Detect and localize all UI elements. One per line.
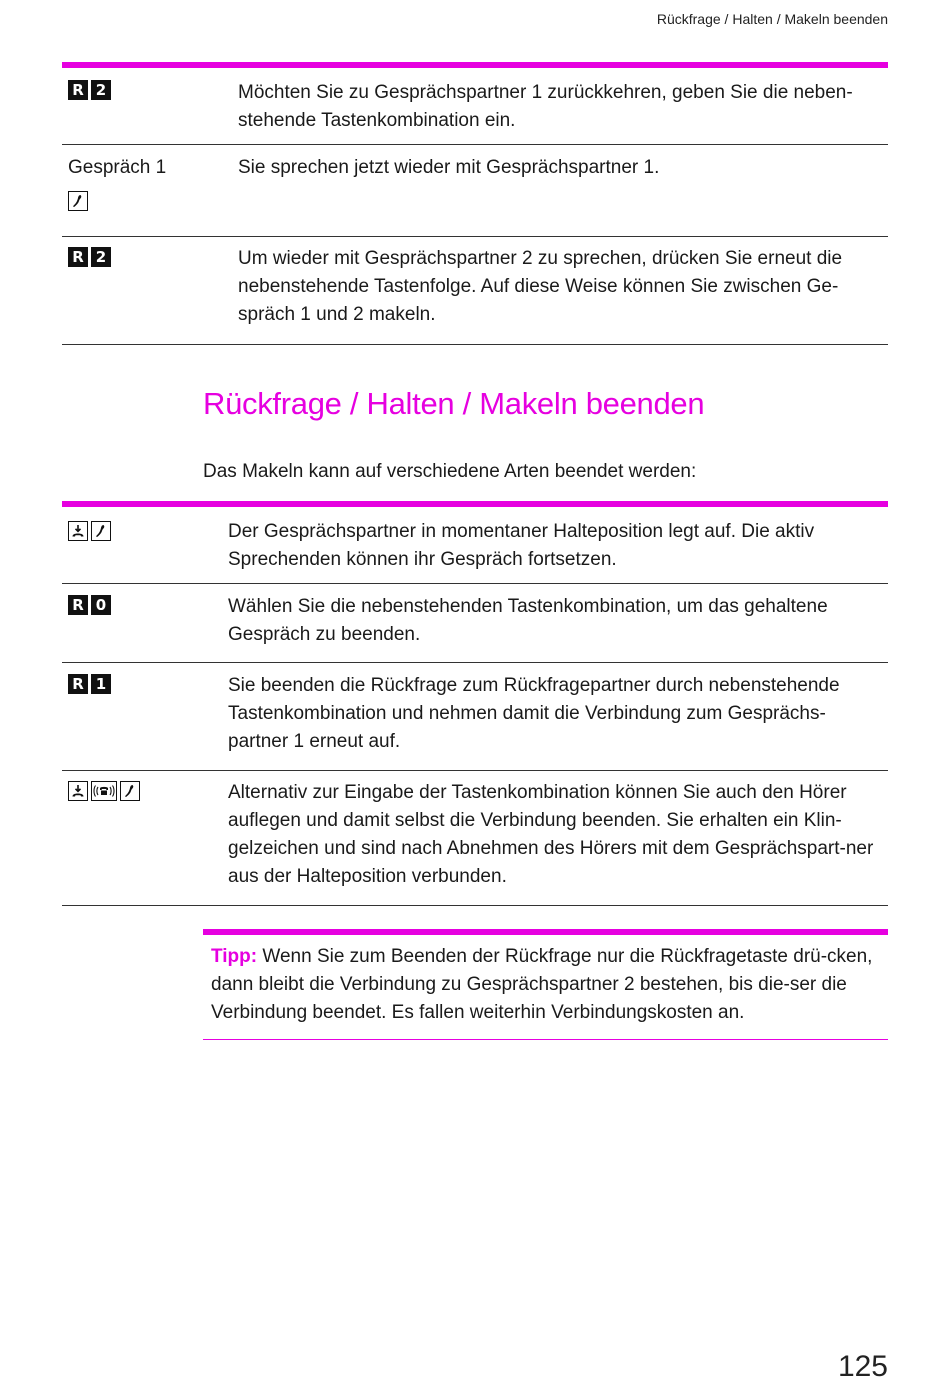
tip-box: [203, 929, 888, 1040]
table-row: [62, 663, 888, 771]
key-combination: [68, 191, 238, 211]
section-heading: Rückfrage / Halten / Makeln beenden: [203, 386, 705, 421]
handset-icon: [68, 191, 88, 211]
key-cell: [62, 771, 228, 905]
row-description: Um wieder mit Gesprächspartner 2 zu sprechen, drücken Sie erneut die nebenstehende Tastenfolge. Auf diese Weise können Sie zwischen Ge-spräch 1 und 2 makeln.: [238, 248, 843, 325]
row-description: Möchten Sie zu Gesprächspartner 1 zurückkehren, geben Sie die neben-stehende Tastenkombination ein.: [238, 82, 853, 131]
hang-up-icon: [68, 781, 88, 801]
table-row: [62, 771, 888, 906]
digit-1-key: 1: [91, 674, 111, 694]
tip-label: Tipp:: [211, 946, 258, 967]
r-key: R: [68, 247, 88, 267]
ringing-icon: [91, 781, 117, 801]
key-combination: [68, 521, 228, 541]
page-number: 125: [837, 1350, 888, 1383]
r-key: R: [68, 674, 88, 694]
key-cell: [62, 237, 238, 344]
table-row: [62, 507, 888, 584]
key-cell: [62, 68, 238, 144]
handset-icon: [120, 781, 140, 801]
key-combination: [68, 247, 238, 267]
table-row: [62, 145, 888, 237]
key-combination: [68, 80, 238, 100]
table-row: [62, 237, 888, 345]
table-makeln: [62, 62, 888, 345]
key-cell: [62, 145, 238, 236]
key-combination: [68, 595, 228, 615]
running-header: Rückfrage / Halten / Makeln beenden: [656, 11, 888, 27]
row-description: Der Gesprächspartner in momentaner Halteposition legt auf. Die aktiv Sprechenden können ihr Gespräch fortsetzen.: [228, 521, 815, 570]
table-row: [62, 68, 888, 145]
tip-text: Wenn Sie zum Beenden der Rückfrage nur die Rückfragetaste drü-cken, dann bleibt die Verbindung zu Gesprächspartner 2 bestehen, bis die-ser die Verbindung beendet. Es fallen weiterhin Verbindungskosten an.: [211, 946, 873, 1023]
row-description: Wählen Sie die nebenstehenden Tastenkombination, um das gehaltene Gespräch zu beenden.: [228, 596, 828, 645]
table-beenden: [62, 501, 888, 906]
key-combination: [68, 674, 228, 694]
row-description: Sie beenden die Rückfrage zum Rückfragepartner durch nebenstehende Tastenkombination und nehmen damit die Verbindung zum Gesprächs-partner 1 erneut auf.: [228, 675, 840, 752]
row-description: Alternativ zur Eingabe der Tastenkombination können Sie auch den Hörer auflegen und damit selbst die Verbindung beenden. Sie erhalten ein Klin-gelzeichen und sind nach Abnehmen des Hörers mit dem Gesprächspart-ner aus der Halteposition verbunden.: [228, 782, 874, 887]
key-combination: [68, 781, 228, 801]
handset-icon: [91, 521, 111, 541]
digit-2-key: 2: [91, 80, 111, 100]
table-row: [62, 584, 888, 663]
r-key: R: [68, 80, 88, 100]
digit-2-key: 2: [91, 247, 111, 267]
hang-up-icon: [68, 521, 88, 541]
section-intro: Das Makeln kann auf verschiedene Arten beendet werden:: [203, 461, 697, 482]
key-cell: [62, 663, 228, 770]
r-key: R: [68, 595, 88, 615]
key-cell: [62, 507, 228, 583]
display-state-label: Gespräch 1: [68, 157, 167, 178]
digit-0-key: 0: [91, 595, 111, 615]
row-description: Sie sprechen jetzt wieder mit Gesprächspartner 1.: [238, 157, 660, 178]
key-cell: [62, 584, 228, 662]
